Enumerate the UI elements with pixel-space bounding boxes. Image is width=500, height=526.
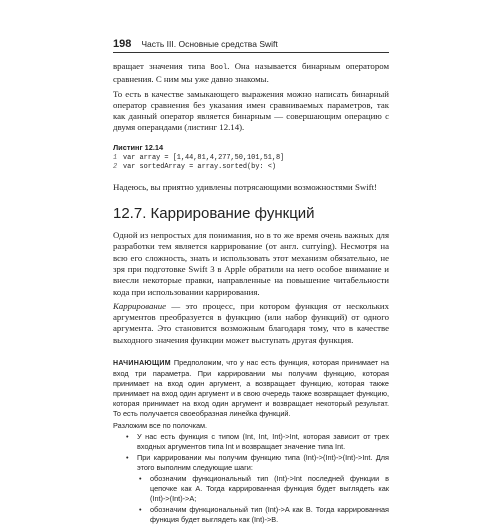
code-line bbox=[113, 163, 389, 173]
breakdown-intro: Разложим все по полочкам. bbox=[113, 421, 208, 431]
list-item: • У нас есть функция с типом (Int, Int, Int)->Int, которая зависит от трех входных аргументов типа Int и возвращает значение типа Int. bbox=[113, 432, 389, 452]
running-title: Часть III. Основные средства Swift bbox=[141, 39, 278, 49]
code-listing bbox=[113, 154, 389, 173]
beginner-note bbox=[113, 358, 389, 419]
sub-list-item: • обозначим функциональный тип (Int)->Int последней функции в цепочке как A. Тогда каррированная функция будет выглядеть как (Int)->(Int)->A; bbox=[113, 474, 389, 504]
code-text: var array = [1,44,81,4,277,50,101,51,8] bbox=[123, 153, 285, 162]
page-header bbox=[113, 38, 389, 53]
paragraph-3: Надеюсь, вы приятно удивлены потрясающими возможностями Swift! bbox=[113, 181, 377, 192]
line-number: 1 bbox=[113, 153, 118, 162]
section-title: 12.7. Каррирование функций bbox=[113, 205, 315, 223]
paragraph-1-before: вращает значения типа bbox=[113, 61, 211, 71]
code-line bbox=[113, 154, 389, 164]
page-number: 198 bbox=[113, 38, 132, 50]
paragraph-5 bbox=[113, 301, 389, 346]
paragraph-4: Одной из непростых для понимания, но в то же время очень важных для разработки тем является каррирование (от англ. currying). Несмотря на всю его сложность, знать и использовать этот механизм обязательно, не зря при подготовке Swift 3 в Apple обратили на него особое внимание и внесли некоторые правки, направленные на повышение читабельности кода при использовании каррирования. bbox=[113, 230, 389, 297]
book-page bbox=[113, 38, 389, 526]
paragraph-2: То есть в качестве замыкающего выражения можно написать бинарный оператор сравнения без указания имен сравниваемых параметров, так как данный оператор является бинарным — совершающим операцию с двумя операндами (листинг 12.14). bbox=[113, 88, 389, 133]
paragraph-5-rest: — это процесс, при котором функция от нескольких аргументов преобразуется в функцию (или набор функций) от одного аргумента. Это становится возможным благодаря тому, что в качестве выходного значения функции может выступать другая функция. bbox=[113, 300, 389, 345]
bullet-list bbox=[113, 432, 389, 525]
list-item: • При каррировании мы получим функцию типа (Int)->(Int)->(Int)->Int. Для этого выполним следующие шаги: bbox=[113, 453, 389, 473]
sub-list-item: • обозначим функциональный тип (Int)->A как B. Тогда каррированная функция будет выглядеть как (Int)->B. bbox=[113, 505, 389, 525]
note-label: НАЧИНАЮЩИМ bbox=[113, 360, 171, 368]
term-currying: Каррирование bbox=[113, 300, 167, 311]
inline-code-bool: Bool bbox=[210, 64, 228, 72]
listing-title: Листинг 12.14 bbox=[113, 142, 164, 152]
paragraph-1-after: . Она называется бинарным оператором сравнения. С ним мы уже давно знакомы. bbox=[113, 61, 390, 85]
note-text: Предположим, что у нас есть функция, которая принимает на вход три параметра. При каррировании мы получим функцию, которая принимает на вход один аргумент, а возвращает функцию, которая также принимает на вход один аргумент и в свою очередь также возвращает функцию, которая принимает на вход один аргумент и возвращает некоторый результат. То есть получается своеобразная линейка функций. bbox=[113, 358, 389, 419]
line-number: 2 bbox=[113, 163, 118, 172]
paragraph-1 bbox=[113, 61, 389, 86]
code-text: var sortedArray = array.sorted(by: <) bbox=[123, 163, 276, 172]
